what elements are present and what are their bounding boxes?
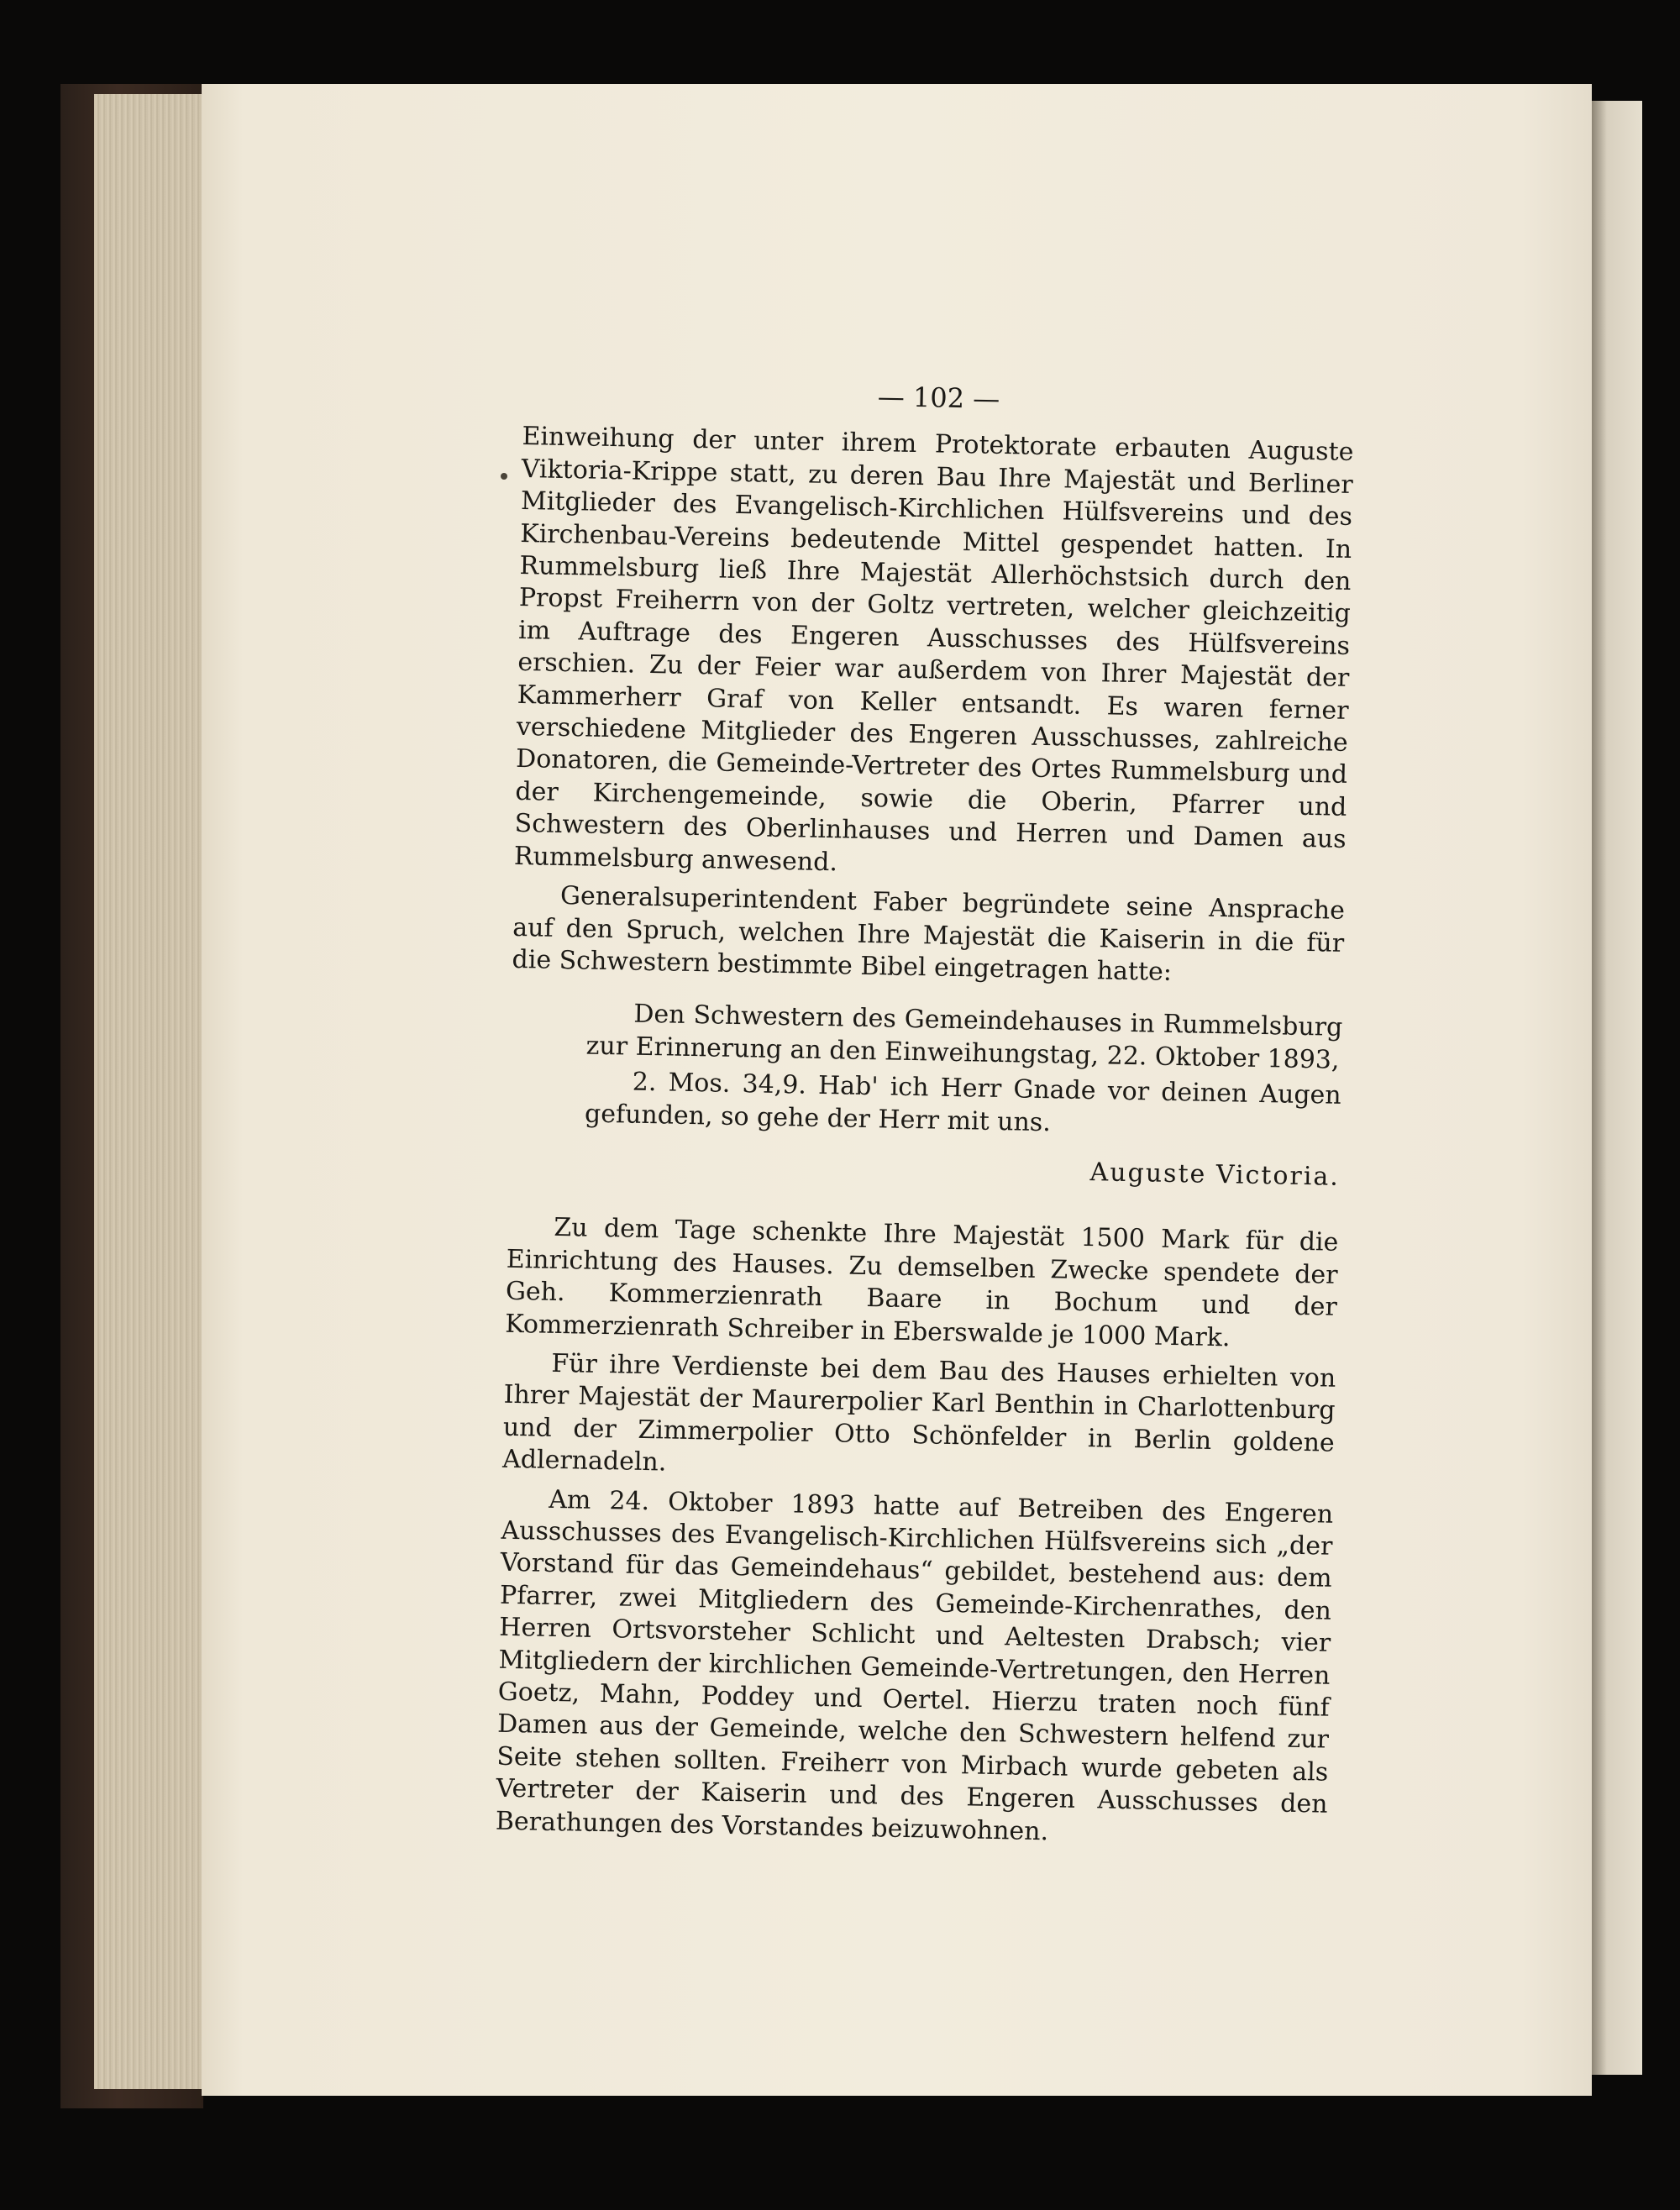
paragraph: Am 24. Oktober 1893 hatte auf Betreiben des Engeren Ausschusses des Evangelisch-Kirchlichen Hülfsvereins sich „der Vorstand für das Gemeindehaus“ gebildet, bestehend aus: dem Pfarrer, zwei Mitgliedern des Gemeinde-Kirchenrathes, den Herren Ortsvorsteher Schlicht und Aeltesten Drabsch; vier Mitgliedern der kirchlichen Gemeinde-Vertretungen, den Herren Goetz, Mahn, Poddey und Oertel. Hierzu traten noch fünf Damen aus der Gemeinde, welche den Schwestern helfend zur Seite stehen sollten. Freiherr von Mirbach wurde gebeten als Vertreter der Kaiserin und des Engeren Ausschusses den Berathungen des Vorstandes beizuwohnen. <box>495 1484 1334 1846</box>
inscription-line: Den Schwestern des Gemeindehauses in Rummelsburg zur Erinnerung an den Einweihungstag, 22. Oktober 1893, <box>585 999 1343 1075</box>
opposite-page-edge <box>1592 101 1642 2075</box>
signature: Auguste Victoria. <box>1089 1157 1341 1192</box>
paragraph: Generalsuperintendent Faber begründete seine Ansprache auf den Spruch, welchen Ihre Majestät die Kaiserin in die für die Schwestern bestimmte Bibel eingetragen hatte: <box>512 881 1346 987</box>
ink-dot <box>501 473 507 480</box>
paragraph: Für ihre Verdienste bei dem Bau des Hauses erhielten von Ihrer Majestät der Maurerpolier Karl Benthin in Charlottenburg und der Zimmerpolier Otto Schönfelder in Berlin goldene Adlernadeln. <box>501 1348 1336 1478</box>
paragraph: Einweihung der unter ihrem Protektorate erbauten Auguste Viktoria-Krippe statt, zu deren Bau Ihre Majestät und Berliner Mitglieder des Evangelisch-Kirchlichen Hülfsvereins und des Kirchenbau-Vereins bedeutende Mittel gespendet hatten. In Rummelsburg ließ Ihre Majestät Allerhöchstsich durch den Propst Freiherrn von der Goltz vertreten, welcher gleichzeitig im Auftrage des Engeren Ausschusses des Hülfsvereins erschien. Zu der Feier war außerdem von Ihrer Majestät der Kammerherr Graf von Keller entsandt. Es waren ferner verschiedene Mitglieder des Engeren Ausschusses, zahlreiche Donatoren, die Gemeinde-Vertreter des Ortes Rummelsburg und der Kirchengemeinde, sowie die Oberin, Pfarrer und Schwestern des Oberlinhauses und Herren und Damen aus Rummelsburg anwesend. <box>513 422 1354 877</box>
text-block <box>495 374 1354 1861</box>
page-number: — 102 — <box>877 381 1000 415</box>
paragraph: Zu dem Tage schenkte Ihre Majestät 1500 Mark für die Einrichtung des Hauses. Zu demselben Zwecke spendete der Geh. Kommerzienrath Baare in Bochum und der Kommerzienrath Schreiber in Eberswalde je 1000 Mark. <box>504 1213 1339 1352</box>
bible-inscription <box>585 998 1343 1145</box>
inscription-verse: 2. Mos. 34,9. Hab' ich Herr Gnade vor deinen Augen gefunden, so gehe der Herr mit uns. <box>584 1067 1342 1137</box>
